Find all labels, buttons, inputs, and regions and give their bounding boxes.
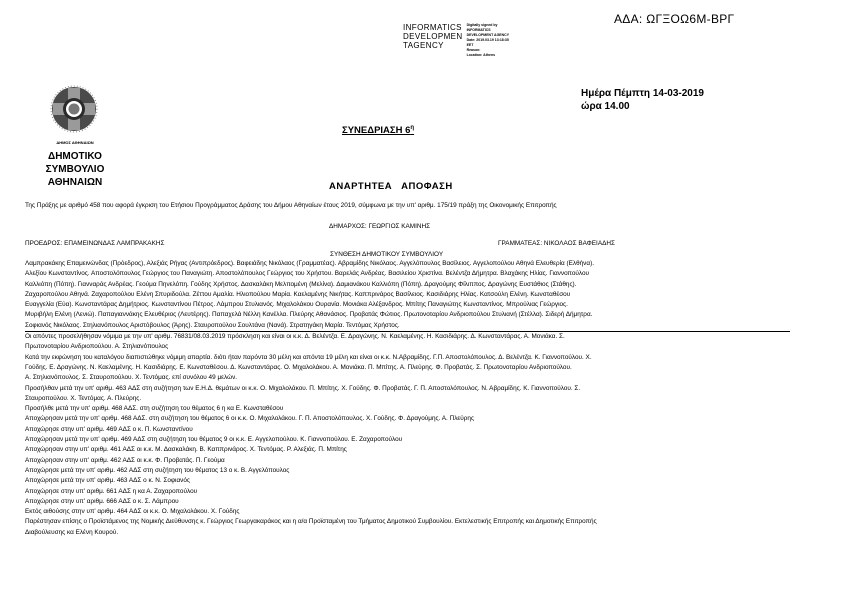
members-line: Αλεξίου Κωνσταντίνος. Αποστολόπουλος Γεώργιος του Παναγιώτη. Αποστολόπουλος Γεώργιος του Χρήστου. Βαρελάς Ανδρέας. Βασιλείου Χριστίνα. Βελέντζα Δήμητρα. Βλαχάκης Ηλίας. Γιαννοπούλου (25, 270, 590, 278)
digital-signature-stamp (403, 23, 527, 58)
council-name (20, 150, 130, 189)
stamp-details (467, 23, 527, 58)
stamp-detail-line: DEVELOPMENT AGENCY (466, 33, 510, 37)
stamp-line: INFORMATICS (403, 23, 462, 32)
members-line: Σοφιανός Νικόλαος. Στηλιανόπουλος Αριστόβουλος (Άρης). Σταυροπούλου Σουλτάνα (Νανά). Στρατηγάκη Μαρία. Τεντόμας Χρήστος. (25, 321, 790, 332)
stamp-detail-line: INFORMATICS (466, 28, 491, 32)
attendance-line: Αποχώρησε μετά την υπ' αριθμ. 463 ΑΔΣ ο κ. Ν. Σοφιανός (25, 477, 190, 485)
stamp-line: TAGENCY (403, 41, 444, 50)
attendance-line: Αποχώρησε στην υπ' αριθμ. 661 ΑΔΣ η κα Α. Ζαχαροπούλου (25, 487, 198, 495)
document-title: ΑΝΑΡΤΗΤΕΑ ΑΠΟΦΑΣΗ (329, 181, 453, 192)
meeting-date: Ημέρα Πέμπτη 14-03-2019 (581, 88, 704, 99)
stamp-detail-line: Location: Athens (466, 53, 496, 57)
attendance-line: Διαβούλευσης κα Ελένη Κουρού. (25, 528, 119, 536)
attendance-line: Γούδης. Ε. Δραγώνης. Ν. Καελαμένης. Η. Κασιδιάρης. Ε. Κωνσταθέσου. Δ. Κωνσταντάρας. Ο. Μιχαλολάκου. Α. Μονιάκα. Π. Μπίτης. Α. Πλεύρης. Φ. Προβατάς. Σ. Πρωτονοταρίου Ανδριοπούλου. (25, 363, 572, 371)
stamp-detail-line: Reason: (466, 48, 481, 52)
members-line: Λαμπρακάκης Επαμεινώνδας (Πρόεδρος), Αλεξιάς Ρήγας (Αντιπρόεδρος). Βαφειάδης Νικόλαος (Γραμματέας). Αβραμίδης Νικόλαος. Αγγελόπουλος Βασίλειος. Αγγελοπούλου Αθηνά Ελευθερία (Ελθήνα). (25, 260, 594, 267)
attendance-line: Οι απόντες προσελήθησαν νόμιμα με την υπ' αριθμ. 76831/08.03.2019 πρόσκληση και είναι οι κ.κ. Δ. Βελέντζα. Ε. Δραγώνης. Ν. Καελαμένης. Η. Κασιδιάρης. Δ. Κωνσταντάρας. Α. Μονιάκα. Σ. (25, 333, 565, 341)
attendance-line: Αποχώρησε στην υπ' αριθμ. 666 ΑΔΣ ο κ. Σ. Λάμπρου (25, 497, 179, 505)
minutes-body (25, 259, 825, 538)
composition-heading: ΣΥΝΘΕΣΗ ΔΗΜΟΤΙΚΟΥ ΣΥΜΒΟΥΛΙΟΥ (330, 251, 444, 258)
session-number (342, 125, 414, 136)
stamp-detail-line: Date: 2019.03.19 13:18:35 (466, 38, 509, 42)
meeting-datetime (581, 87, 704, 113)
attendance-line: Προσήλθε μετά την υπ' αριθμ. 468 ΑΔΣ. στη συζήτηση του θέματος 6 η κα Ε. Κωνσταθέσου (25, 405, 284, 413)
attendance-line: Α. Στηλιανόπουλος. Σ. Σταυροπούλου. Χ. Τεντόμας. επί συνόλου 49 μελών. (25, 374, 238, 382)
stamp-signer (403, 23, 463, 58)
attendance-line: Πρωτονοταρίου Ανδριοπούλου. Α. Στηλιανόπουλος (25, 343, 169, 351)
president-line: ΠΡΟΕΔΡΟΣ: ΕΠΑΜΕΙΝΩΝΔΑΣ ΛΑΜΠΡΑΚΑΚΗΣ (25, 240, 165, 247)
members-line: Ευαγγελία (Εύα). Κωνσταντάρας Δημήτριος. Κωνσταντίνου Πέτρος. Λάμπρου Στυλιανός. Μιχαλολάκου Ουρανία. Μονιάκα Αλέξανδρος. Μπίτης Παναγιώτης Κωνσταντίνος. Μπρούλιας Γεώργιος. (25, 301, 568, 309)
attendance-line: Αποχώρησαν στην υπ' αριθμ. 461 ΑΔΣ οι κ.κ. Μ. Δασκαλάκη. Β. Καππρινάρος. Χ. Τεντόμας. Ρ. Αλεξιάς. Π. Μπίτης (25, 446, 347, 454)
attendance-line: Αποχώρησαν στην υπ' αριθμ. 462 ΑΔΣ οι κ.κ. Φ. Προβατάς. Π. Γεούμα (25, 456, 225, 464)
council-line: ΔΗΜΟΤΙΚΟ ΣΥΜΒΟΥΛΙΟ (45, 151, 105, 175)
municipality-logo-icon (50, 85, 98, 133)
council-line: ΑΘΗΝΑΙΩΝ (47, 177, 103, 188)
stamp-detail-line: EET (466, 43, 474, 47)
stamp-detail-line: Digitally signed by (466, 23, 498, 27)
attendance-line: Παρέστησαν επίσης ο Προϊστάμενος της Νομικής Διεύθυνσης κ. Γεώργιος Γεωργακαράκος και η α/α Προϊσταμένη του Τμήματος Δημοτικού Συμβουλίου. Εκτελεστικής Επιτροπής και Δημοτικής Επιτροπής (25, 518, 597, 526)
attendance-line: Εκτός αιθούσης στην υπ' αριθμ. 464 ΑΔΣ οι κ.κ. Ο. Μιχαλολάκου. Χ. Γούδης (25, 508, 240, 516)
members-line: Ζαχαροπούλου Αθηνά. Ζαχαροπούλου Ελένη Σπυριδούλα. Ζέττου Αμαλία. Ηλιοπούλου Μαρία. Καελαμένης Νικήτας. Καππρινάρος Βασίλειος. Κασιδιάρης Ηλίας. Κατσούλη Ελένη. Κωνσταθέσου (25, 290, 571, 298)
attendance-line: Αποχώρησε στην υπ' αριθμ. 469 ΑΔΣ ο κ. Π. Κωνσταντίνου (25, 425, 193, 433)
session-label: ΣΥΝΕΔΡΙΑΣΗ 6 (342, 125, 411, 137)
ada-code: ΑΔΑ: ΩΓΞΟΩ6Μ-ΒΡΓ (614, 12, 735, 26)
decision-subject: Της Πράξης με αριθμό 458 που αφορά έγκριση του Ετήσιου Προγράμματος Δράσης του Δήμου Αθηναίων έτους 2019, σύμφωνα με την υπ' αριθμ. 175/19 πράξη της Οικονομικής Επιτροπής (25, 202, 557, 209)
logo-caption: ΔΗΜΟΣ ΑΘΗΝΑΙΩΝ (56, 140, 94, 145)
attendance-line: Προσήλθαν μετά την υπ' αριθμ. 463 ΑΔΣ στη συζήτηση των Ε.Η.Δ. θεμάτων οι κ.κ. Ο. Μιχαλολάκου. Π. Μπίτης. Χ. Γούδης. Φ. Προβατάς. Γ. Π. Αποστολόπουλος. Ν. Αβραμίδης. Κ. Γιαννοπούλου. Σ. (25, 384, 581, 392)
stamp-line: DEVELOPMEN (403, 32, 463, 41)
meeting-time: ώρα 14.00 (581, 101, 630, 112)
secretary-line: ΓΡΑΜΜΑΤΕΑΣ: ΝΙΚΟΛΑΟΣ ΒΑΦΕΙΑΔΗΣ (498, 240, 615, 247)
attendance-line: Αποχώρησαν μετά την υπ' αριθμ. 469 ΑΔΣ στη συζήτηση του θέματος 9 οι κ.κ. Ε. Αγγελοπούλου. Κ. Γιαννοπούλου. Ε. Ζαχαροπούλου (25, 436, 403, 444)
attendance-line: Αποχώρησαν μετά την υπ' αριθμ. 468 ΑΔΣ. στη συζήτηση του θέματος 6 οι κ.κ. Ο. Μιχαλολάκου. Γ. Π. Αποστολόπουλος. Χ. Γούδης. Φ. Δραγούμης. Α. Πλεύρης (25, 415, 475, 423)
attendance-line: Αποχώρησε μετά την υπ' αριθμ. 462 ΑΔΣ στη συζήτηση του θέματος 13 ο κ. Β. Αγγελόπουλος (25, 466, 290, 474)
mayor-line: ΔΗΜΑΡΧΟΣ: ΓΕΩΡΓΙΟΣ ΚΑΜΙΝΗΣ (329, 223, 431, 230)
attendance-line: Κατά την εκφώνηση του καταλόγου διαπιστώθηκε νόμιμη απαρτία. διότι ήταν παρόντα 30 μέλη και απόντα 19 μέλη και είναι οι κ.κ. Ν.Αβραμίδης. Γ.Π. Αποστολόπουλος. Δ. Βελέντζα. Κ. Γιαννοπούλου. Χ. (25, 353, 592, 361)
members-line: Μυριβήλη Ελένη (Λενιώ). Παπαγιαννάκης Ελευθέριος (Λευτέρης). Παπαχελά Νέλλη Κανέλλα. Πλεύρης Αθανάσιος. Προβατάς Φώτιος. Πρωτονοταρίου Ανδριοπούλου Στυλιανή (Στέλλα). Σιδερή Δήμητρα. (25, 311, 593, 319)
session-suffix: η (410, 125, 415, 131)
attendance-line: Σταυροπούλου. Χ. Τεντόμας. Α. Πλεύρης. (25, 394, 142, 402)
members-line: Καλλιόπη (Πόπη). Γιανναράς Ανδρέας. Γεούμα Πηνελόπη. Γούδης Χρήστος. Δασκαλάκη Μελπομένη (Μελίνα). Δαμιανάκου Καλλιόπη (Πόπη). Δραγούμης Φίλιππος. Δραγώνης Ευστάθιος (Στάθης). (25, 280, 577, 288)
